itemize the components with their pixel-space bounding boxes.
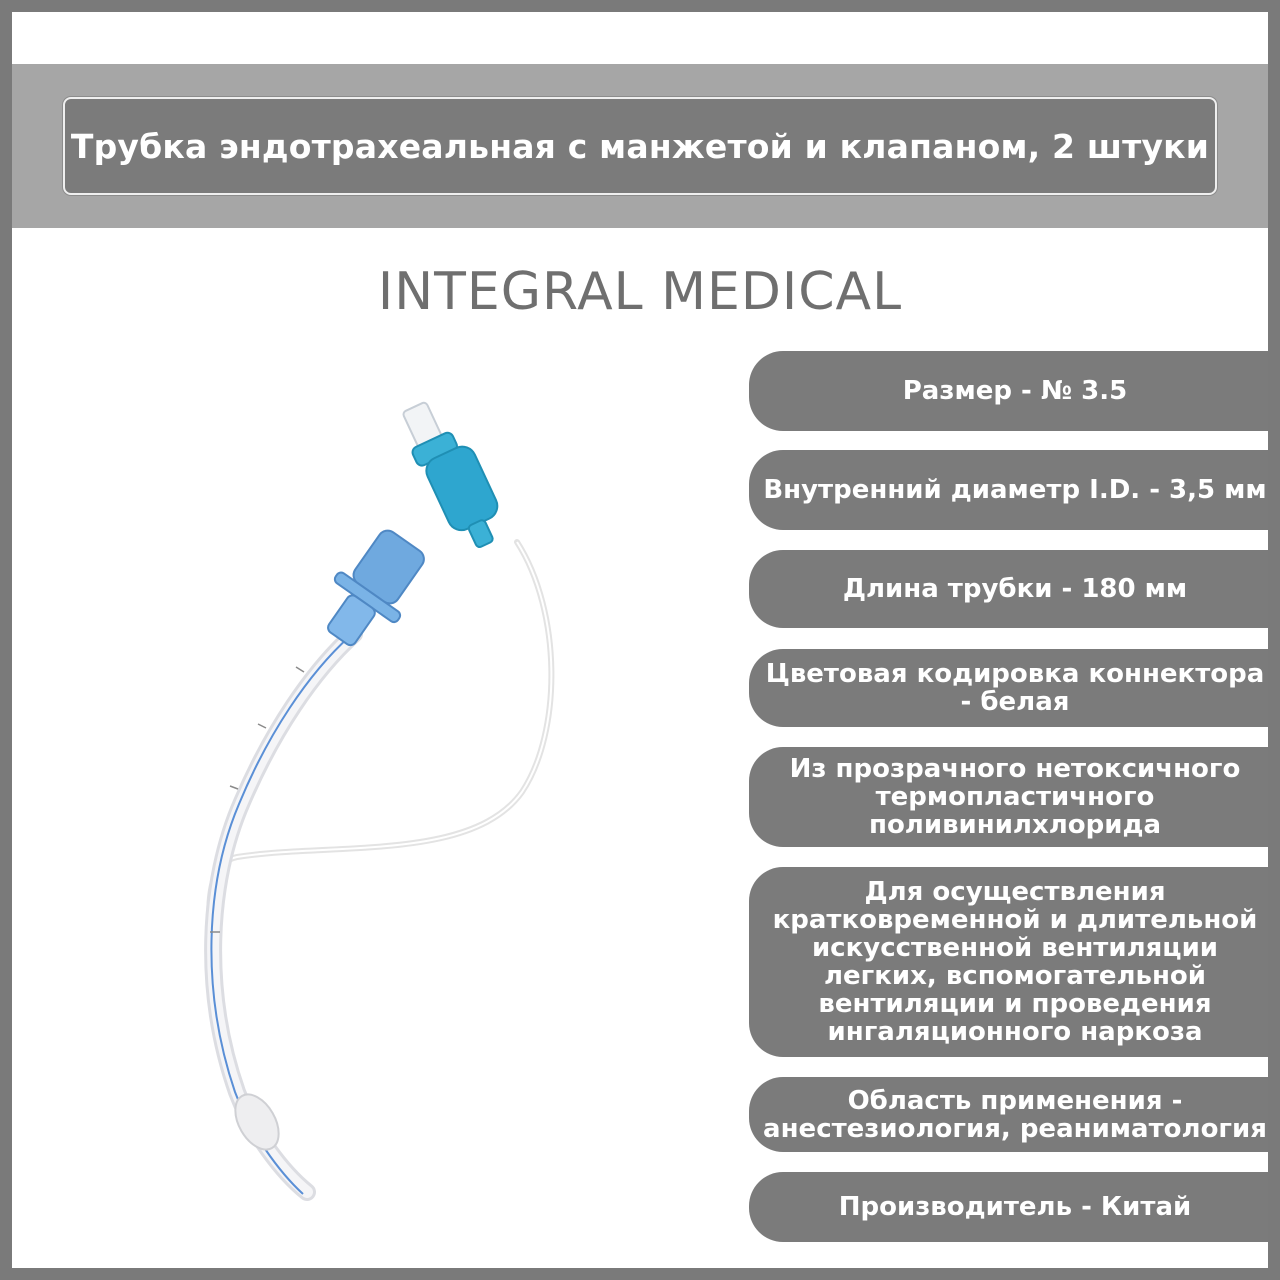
endotracheal-tube-illustration — [162, 372, 602, 1212]
spec-connector-color: Цветовая кодировка коннектора - белая — [749, 649, 1268, 727]
spec-material: Из прозрачного нетоксичного термопластичного поливинилхлорида — [749, 747, 1268, 847]
product-card — [12, 12, 1268, 1268]
brand-name: INTEGRAL MEDICAL — [377, 262, 903, 322]
spec-size: Размер - № 3.5 — [749, 351, 1268, 431]
spec-inner-diameter: Внутренний диаметр I.D. - 3,5 мм — [749, 450, 1268, 530]
title-band — [12, 64, 1268, 228]
spec-tube-length: Длина трубки - 180 мм — [749, 550, 1268, 628]
spec-manufacturer: Производитель - Китай — [749, 1172, 1268, 1242]
product-title: Трубка эндотрахеальная с манжетой и клапаном, 2 штуки — [63, 97, 1217, 195]
spec-application-area: Область применения - анестезиология, реаниматология — [749, 1077, 1268, 1152]
spec-purpose: Для осуществления кратковременной и длительной искусственной вентиляции легких, вспомогательной вентиляции и проведения ингаляционного наркоза — [749, 867, 1268, 1057]
